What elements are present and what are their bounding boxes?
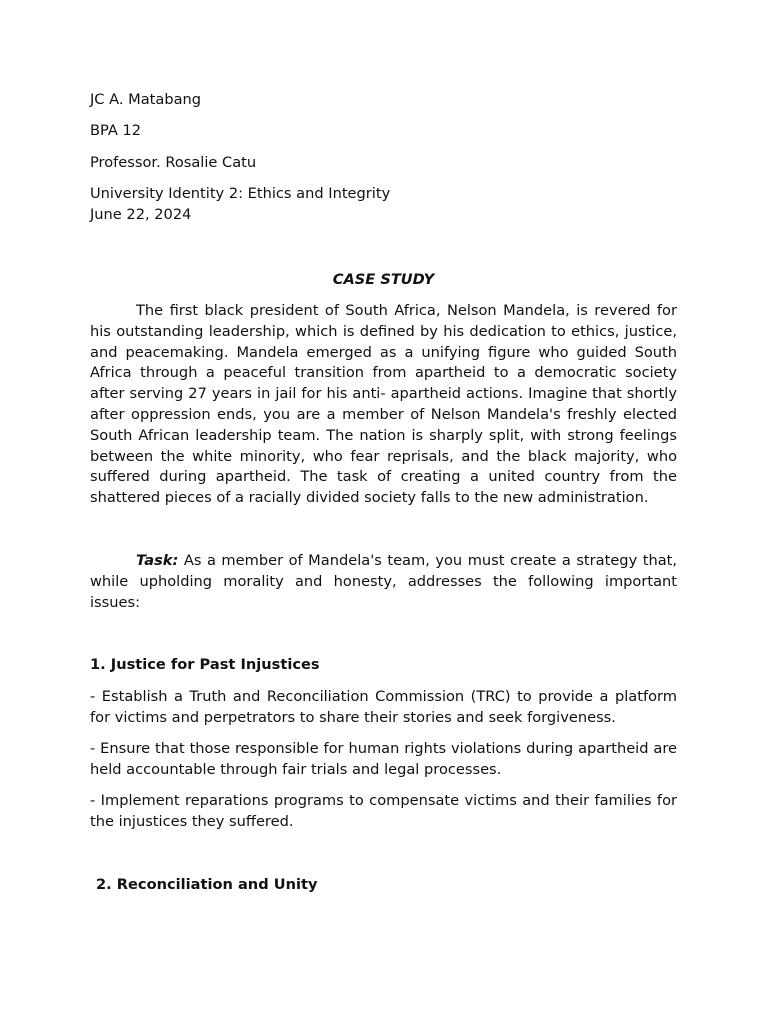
list-item: - Ensure that those responsible for human rights violations during apartheid are held accountable through fair trials and legal processes. bbox=[90, 739, 677, 778]
task-label: Task: bbox=[136, 552, 179, 570]
list-item: - Implement reparations programs to compensate victims and their families for the injustices they suffered. bbox=[90, 791, 677, 830]
intro-paragraph: The first black president of South Africa, Nelson Mandela, is revered for his outstanding leadership, which is defined by his dedication to ethics, justice, and peacemaking. Mandela emerged as a unifying figure who guided South Africa through a peaceful transition from apartheid to a democratic society after serving 27 years in jail for his anti- apartheid actions. Imagine that shortly after oppression ends, you are a member of Nelson Mandela's freshly elected South African leadership team. The nation is sharply split, with strong feelings between the white minority, who fear reprisals, and the black majority, who suffered during apartheid. The task of creating a united country from the shattered pieces of a racially divided society falls to the new administration. bbox=[90, 302, 677, 507]
course-code: BPA 12 bbox=[90, 122, 142, 140]
document-date: June 22, 2024 bbox=[90, 205, 192, 223]
document-title: CASE STUDY bbox=[332, 270, 435, 288]
document-page bbox=[90, 90, 677, 895]
subject-title: University Identity 2: Ethics and Integrity bbox=[90, 185, 391, 203]
list-item: - Establish a Truth and Reconciliation Commission (TRC) to provide a platform for victims and perpetrators to share their stories and seek forgiveness. bbox=[90, 687, 677, 726]
professor-name: Professor. Rosalie Catu bbox=[90, 153, 257, 171]
author-name: JC A. Matabang bbox=[90, 91, 202, 108]
section-heading-reconciliation: 2. Reconciliation and Unity bbox=[96, 875, 318, 893]
task-paragraph bbox=[90, 551, 677, 613]
task-text: As a member of Mandela's team, you must create a strategy that, while upholding morality and honesty, addresses the following important issues: bbox=[90, 552, 678, 611]
section-heading-justice: 1. Justice for Past Injustices bbox=[90, 656, 320, 674]
